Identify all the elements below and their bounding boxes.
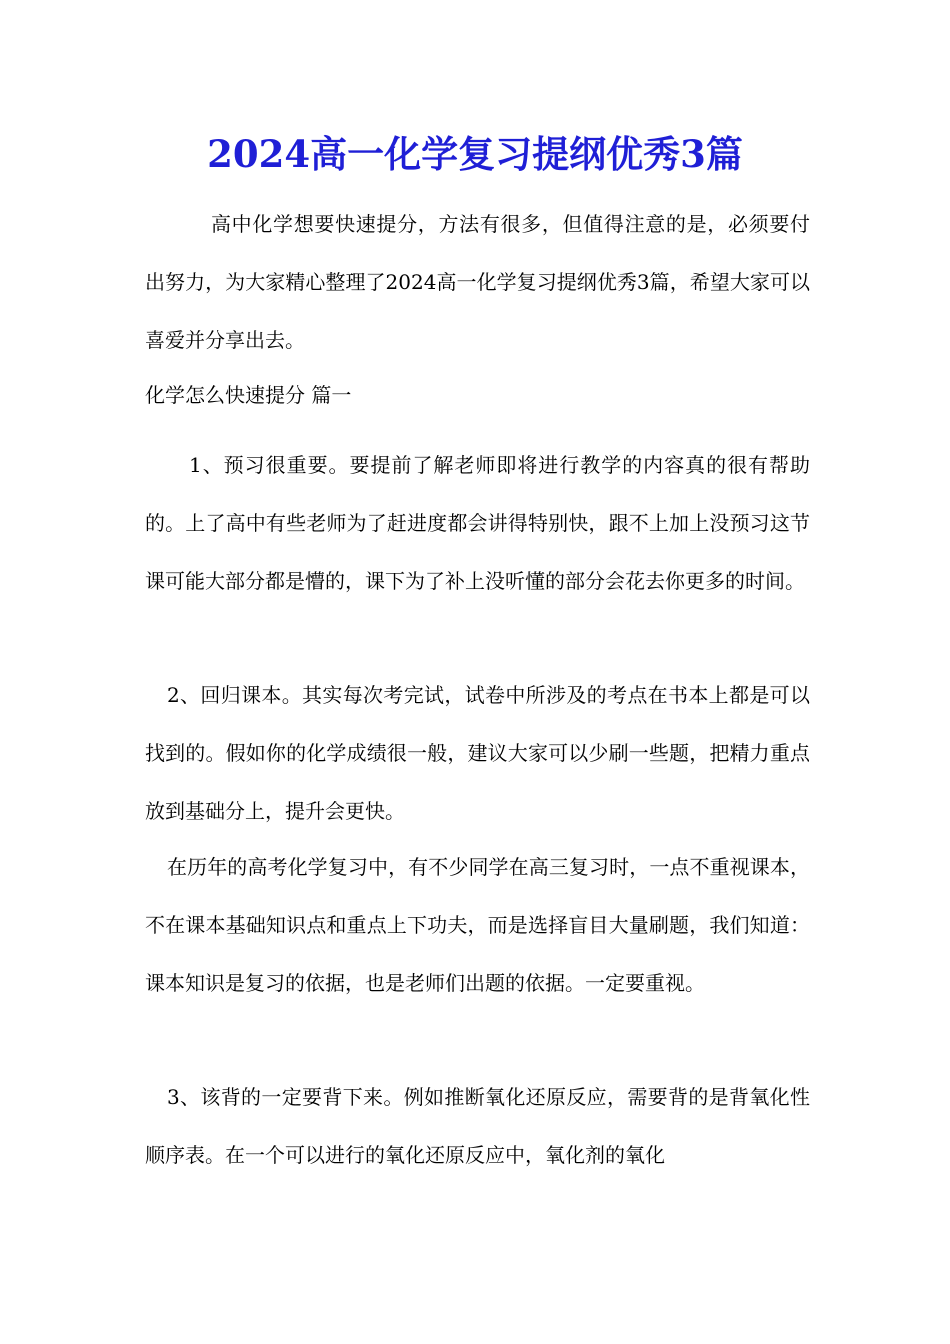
section-heading: 化学怎么快速提分 篇一 bbox=[145, 383, 352, 407]
page-title: 2024高一化学复习提纲优秀3篇 bbox=[207, 132, 743, 176]
paragraph-memorize: 3、该背的一定要背下来。例如推断氧化还原反应，需要背的是背氧化性顺序表。在一个可以进行的氧化还原反应中，氧化剂的氧化 bbox=[145, 1085, 810, 1167]
paragraph-review-history: 在历年的高考化学复习中，有不少同学在高三复习时，一点不重视课本，不在课本基础知识点和重点上下功夫，而是选择盲目大量刷题，我们知道：课本知识是复习的依据，也是老师们出题的依据。一定要重视。 bbox=[145, 855, 810, 995]
paragraph-textbook: 2、回归课本。其实每次考完试，试卷中所涉及的考点在书本上都是可以找到的。假如你的化学成绩很一般，建议大家可以少刷一些题，把精力重点放到基础分上，提升会更快。 bbox=[145, 683, 810, 823]
paragraph-preview: 1、预习很重要。要提前了解老师即将进行教学的内容真的很有帮助的。上了高中有些老师为了赶进度都会讲得特别快，跟不上加上没预习这节课可能大部分都是懵的，课下为了补上没听懂的部分会花去你更多的时间。 bbox=[145, 453, 810, 593]
intro-paragraph: 高中化学想要快速提分，方法有很多，但值得注意的是，必须要付出努力，为大家精心整理了2024高一化学复习提纲优秀3篇，希望大家可以喜爱并分享出去。 bbox=[145, 212, 810, 352]
